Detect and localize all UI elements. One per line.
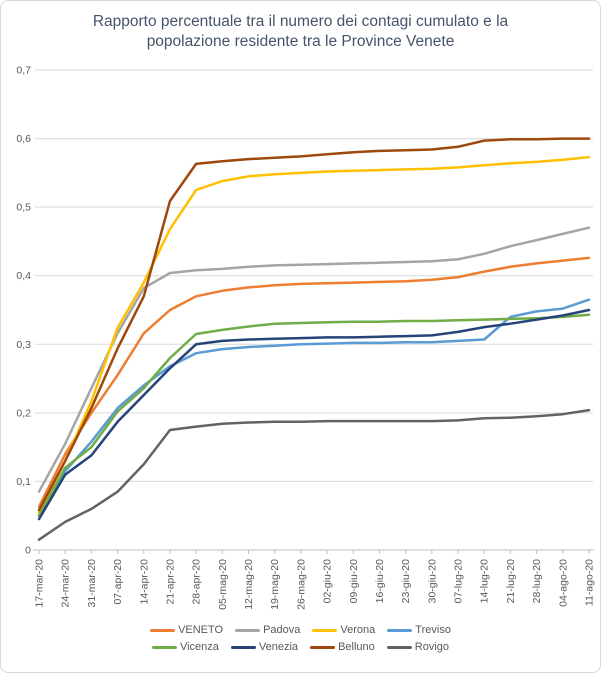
x-axis-label: 17-mar-20 <box>33 559 46 608</box>
legend-item-vicenza <box>152 641 219 653</box>
legend-label-padova: Padova <box>263 624 301 636</box>
legend-item-rovigo <box>387 641 449 653</box>
y-axis-label: 0,1 <box>16 475 31 488</box>
legend-label-vicenza: Vicenza <box>179 641 219 653</box>
legend-item-padova <box>235 624 300 636</box>
x-axis-label: 09-giu-20 <box>347 559 360 604</box>
legend-label-treviso: Treviso <box>415 624 451 636</box>
legend-item-belluno <box>310 641 375 653</box>
chart-legend <box>1 624 600 653</box>
x-axis-label: 07-apr-20 <box>112 559 125 605</box>
x-axis-label: 11-ago-20 <box>583 559 596 607</box>
x-axis-label: 14-lug-20 <box>478 559 491 604</box>
x-axis-label: 16-giu-20 <box>373 559 386 604</box>
legend-row-1 <box>144 624 457 636</box>
series-line-rovigo <box>39 410 589 540</box>
series-line-veneto <box>39 258 589 507</box>
x-axis-label: 28-apr-20 <box>190 559 203 605</box>
legend-item-veneto <box>150 624 223 636</box>
chart-title-line1: Rapporto percentuale tra il numero dei contagi cumulato e la <box>92 13 509 30</box>
legend-swatch-treviso <box>387 629 412 632</box>
legend-label-rovigo: Rovigo <box>414 641 450 653</box>
x-axis-label: 07-lug-20 <box>452 559 465 604</box>
y-axis-label: 0,2 <box>16 407 31 420</box>
x-axis-label: 19-mag-20 <box>269 559 282 610</box>
y-axis-label: 0,5 <box>16 201 31 214</box>
chart-title <box>1 1 600 52</box>
x-axis-label: 31-mar-20 <box>85 559 98 608</box>
x-axis-label: 21-lug-20 <box>504 559 517 604</box>
legend-label-verona: Verona <box>340 624 376 636</box>
y-axis-label: 0,6 <box>16 133 31 146</box>
legend-label-venezia: Venezia <box>258 641 299 653</box>
line-chart-plot-area <box>1 52 601 610</box>
x-axis-label: 24-mar-20 <box>59 559 72 608</box>
x-axis-label: 04-ago-20 <box>557 559 570 607</box>
y-axis-label: 0,4 <box>16 270 31 283</box>
legend-swatch-veneto <box>150 629 175 632</box>
legend-label-belluno: Belluno <box>338 641 375 653</box>
legend-row-2 <box>146 641 455 653</box>
legend-swatch-padova <box>235 629 260 632</box>
legend-swatch-belluno <box>310 646 335 649</box>
x-axis-label: 30-giu-20 <box>426 559 439 604</box>
x-axis-label: 14-apr-20 <box>138 559 151 605</box>
legend-label-veneto: VENETO <box>178 624 224 636</box>
series-line-verona <box>39 157 589 512</box>
x-axis-label: 23-giu-20 <box>400 559 413 604</box>
x-axis-label: 12-mag-20 <box>243 559 256 610</box>
x-axis-label: 02-giu-20 <box>321 559 334 604</box>
legend-swatch-verona <box>312 629 337 632</box>
y-axis-label: 0,3 <box>16 338 31 351</box>
x-axis-label: 26-mag-20 <box>295 559 308 610</box>
x-axis-label: 28-lug-20 <box>531 559 544 604</box>
x-axis-label: 05-mag-20 <box>216 559 229 610</box>
y-axis-label: 0,7 <box>16 64 31 77</box>
x-axis-label: 21-apr-20 <box>164 559 177 605</box>
legend-swatch-venezia <box>231 646 256 649</box>
legend-item-verona <box>312 624 375 636</box>
legend-swatch-vicenza <box>152 646 177 649</box>
legend-swatch-rovigo <box>387 646 412 649</box>
y-axis-label: 0 <box>25 544 31 557</box>
legend-item-treviso <box>387 624 451 636</box>
chart-title-line2: popolazione residente tra le Province Venete <box>146 33 455 50</box>
legend-item-venezia <box>231 641 298 653</box>
